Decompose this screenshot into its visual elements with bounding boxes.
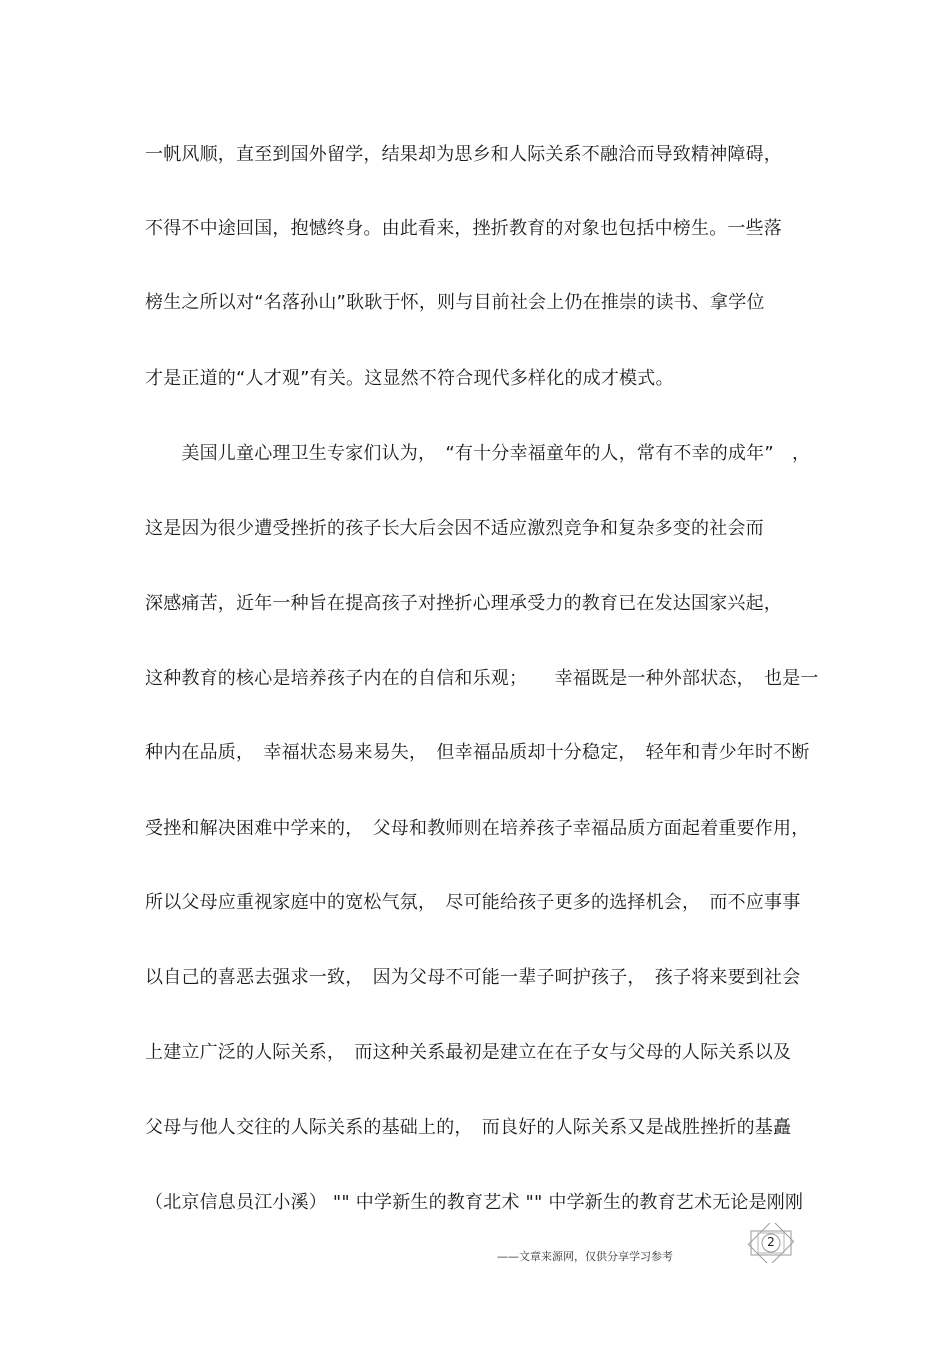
page-number: 2 (767, 1235, 775, 1249)
text-line: 受挫和解决困难中学来的， 父母和教师则在培养孩子幸福品质方面起着重要作用， (145, 818, 810, 839)
text-line: 美国儿童心理卫生专家们认为， “有十分幸福童年的人，常有不幸的成年” ， (145, 443, 811, 464)
text-line: 以自己的喜恶去强求一致， 因为父母不可能一辈子呵护孩子， 孩子将来要到社会 (145, 967, 801, 988)
text-line: 种内在品质， 幸福状态易来易失， 但幸福品质却十分稳定， 轻年和青少年时不断 (145, 742, 810, 763)
text-line: 这是因为很少遭受挫折的孩子长大后会因不适应激烈竞争和复杂多变的社会而 (145, 518, 764, 539)
page-number-badge (746, 1223, 796, 1263)
text-line: 这种教育的核心是培养孩子内在的自信和乐观； 幸福既是一种外部状态， 也是一 (145, 668, 819, 689)
text-line: 父母与他人交往的人际关系的基础上的， 而良好的人际关系又是战胜挫折的基矗 (145, 1117, 792, 1138)
text-line: 所以父母应重视家庭中的宽松气氛， 尽可能给孩子更多的选择机会， 而不应事事 (145, 892, 801, 913)
footer-source-note: ——文章来源网，仅供分享学习参考 (497, 1250, 673, 1263)
text-line: 不得不中途回国，抱憾终身。由此看来，挫折教育的对象也包括中榜生。一些落 (145, 218, 782, 239)
text-line: 一帆风顺，直至到国外留学，结果却为思乡和人际关系不融洽而导致精神障碍， (145, 144, 782, 165)
text-line: 上建立广泛的人际关系， 而这种关系最初是建立在在子女与父母的人际关系以及 (145, 1042, 792, 1063)
text-line: （北京信息员江小溪） "" 中学新生的教育艺术 "" 中学新生的教育艺术无论是刚刚 (145, 1192, 804, 1213)
text-line: 深感痛苦，近年一种旨在提高孩子对挫折心理承受力的教育已在发达国家兴起， (145, 593, 782, 614)
text-line: 榜生之所以对“名落孙山”耿耿于怀，则与目前社会上仍在推崇的读书、拿学位 (145, 292, 765, 313)
text-line: 才是正道的“人才观”有关。这显然不符合现代多样化的成才模式。 (145, 368, 674, 389)
